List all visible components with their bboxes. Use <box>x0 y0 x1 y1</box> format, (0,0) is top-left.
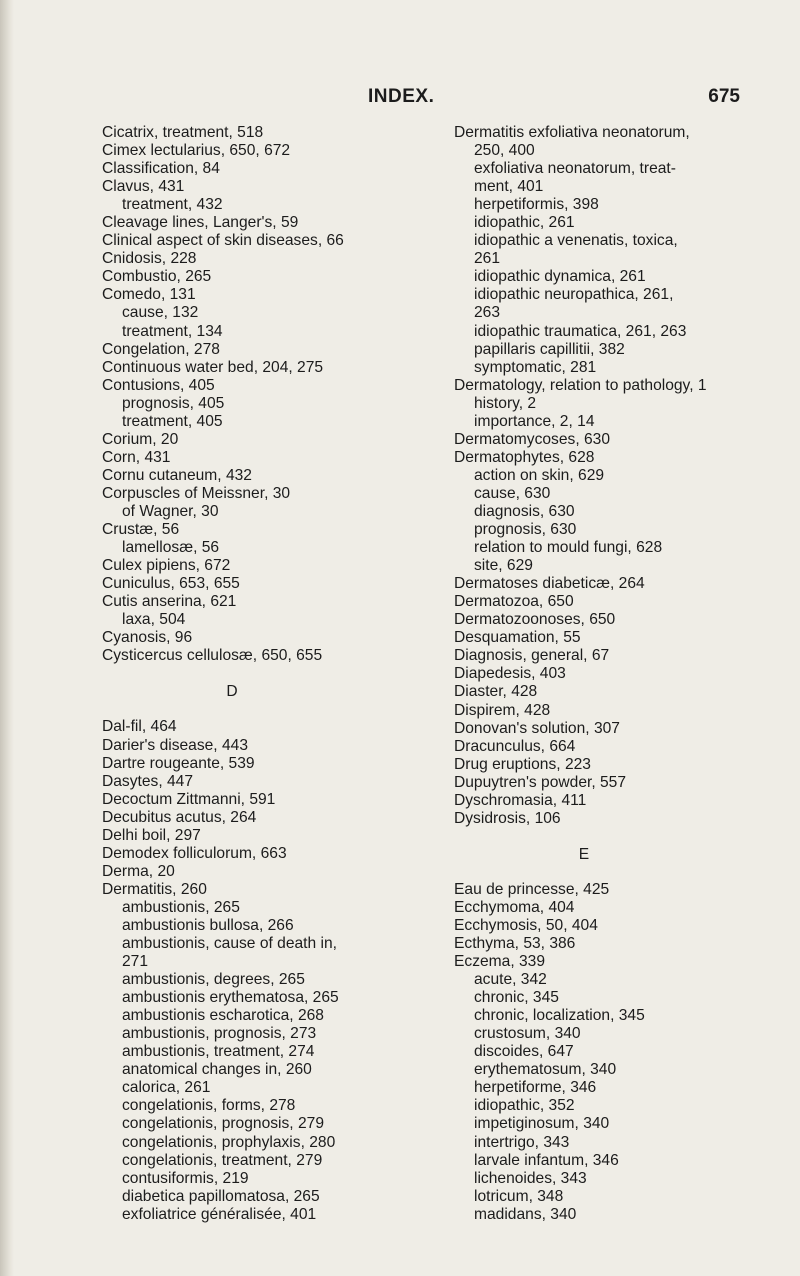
index-entry: Dracunculus, 664 <box>454 737 576 755</box>
index-entry: Eczema, 339 <box>454 953 546 971</box>
index-subentry: impetiginosum, 340 <box>474 1115 610 1133</box>
index-subentry: diagnosis, 630 <box>474 502 575 520</box>
index-subentry: prognosis, 405 <box>122 394 225 412</box>
index-entry: Drug eruptions, 223 <box>454 755 591 773</box>
page-number: 675 <box>708 86 740 107</box>
index-subentry: contusiformis, 219 <box>122 1169 249 1187</box>
index-entry: Dasytes, 447 <box>102 772 194 790</box>
index-entry: Ecchymosis, 50, 404 <box>454 916 598 934</box>
index-entry: Diaster, 428 <box>454 683 538 701</box>
index-entry: Dermatozoonoses, 650 <box>454 611 616 629</box>
index-entry: Clinical aspect of skin diseases, 66 <box>102 232 344 250</box>
index-entry: Dysidrosis, 106 <box>454 809 561 827</box>
index-entry: Darier's disease, 443 <box>102 736 248 754</box>
index-subentry: treatment, 405 <box>122 412 223 430</box>
index-entry: Classification, 84 <box>102 160 220 178</box>
index-entry: Dermatoses diabeticæ, 264 <box>454 575 645 593</box>
index-entry: Diagnosis, general, 67 <box>454 647 610 665</box>
index-entry: Dermatozoa, 650 <box>454 593 574 611</box>
index-entry: Comedo, 131 <box>102 286 196 304</box>
index-entry: Dispirem, 428 <box>454 701 551 719</box>
index-entry: Donovan's solution, 307 <box>454 719 620 737</box>
index-subentry: action on skin, 629 <box>474 466 605 484</box>
index-subentry: idiopathic dynamica, 261 <box>474 268 646 286</box>
index-subentry: treatment, 134 <box>122 322 223 340</box>
index-subentry: idiopathic a venenatis, toxica, <box>474 232 678 250</box>
index-subentry: idiopathic, 261 <box>474 214 575 232</box>
index-subentry: importance, 2, 14 <box>474 412 595 430</box>
index-entry: Cyanosis, 96 <box>102 629 193 647</box>
index-subentry: lotricum, 348 <box>474 1187 564 1205</box>
index-entry: Crustæ, 56 <box>102 521 180 539</box>
index-entry: Dartre rougeante, 539 <box>102 754 255 772</box>
index-subentry: ambustionis, cause of death in, <box>122 935 337 953</box>
index-entry: Corn, 431 <box>102 448 171 466</box>
index-entry: Dermatology, relation to pathology, 1 <box>454 376 707 394</box>
index-entry: Ecthyma, 53, 386 <box>454 935 576 953</box>
index-subentry: lamellosæ, 56 <box>122 539 220 557</box>
index-subentry: prognosis, 630 <box>474 521 577 539</box>
index-column-left <box>102 124 402 1224</box>
index-entry: Desquamation, 55 <box>454 629 581 647</box>
index-subentry: ambustionis erythematosa, 265 <box>122 989 339 1007</box>
index-entry: Dermatitis, 260 <box>102 880 207 898</box>
index-subentry: treatment, 432 <box>122 196 223 214</box>
index-entry: Cleavage lines, Langer's, 59 <box>102 214 299 232</box>
index-column-right <box>454 124 754 1224</box>
index-subentry: discoides, 647 <box>474 1043 574 1061</box>
index-subentry: herpetiforme, 346 <box>474 1079 597 1097</box>
index-subentry: exfoliativa neonatorum, treat- <box>474 160 676 178</box>
section-letter: D <box>226 683 238 701</box>
index-subentry: intertrigo, 343 <box>474 1133 570 1151</box>
page-binding-shadow <box>0 0 14 1276</box>
index-subentry: idiopathic traumatica, 261, 263 <box>474 322 687 340</box>
index-subentry: exfoliatrice généralisée, 401 <box>122 1205 317 1223</box>
index-entry: Clavus, 431 <box>102 178 185 196</box>
index-entry: Dermatitis exfoliativa neonatorum, <box>454 124 690 141</box>
index-entry: Dupuytren's powder, 557 <box>454 773 627 791</box>
index-subentry: history, 2 <box>474 394 537 412</box>
index-subentry: relation to mould fungi, 628 <box>474 539 663 557</box>
index-subentry: ambustionis, prognosis, 273 <box>122 1025 317 1043</box>
index-subentry: anatomical changes in, 260 <box>122 1061 312 1079</box>
index-entry: Cuniculus, 653, 655 <box>102 575 240 593</box>
index-subentry: papillaris capillitii, 382 <box>474 340 625 358</box>
index-entry: Dermatophytes, 628 <box>454 448 595 466</box>
index-subentry: idiopathic, 352 <box>474 1097 575 1115</box>
index-subentry: ambustionis, degrees, 265 <box>122 971 305 989</box>
index-subentry: acute, 342 <box>474 971 547 989</box>
index-entry-continuation: 261 <box>474 250 501 268</box>
index-subentry: cause, 630 <box>474 484 551 502</box>
index-subentry: chronic, 345 <box>474 989 559 1007</box>
index-subentry: ambustionis, treatment, 274 <box>122 1043 315 1061</box>
index-subentry: idiopathic neuropathica, 261, <box>474 286 674 304</box>
index-subentry: ambustionis escharotica, 268 <box>122 1007 324 1025</box>
section-letter: E <box>578 845 590 863</box>
index-entry: Contusions, 405 <box>102 376 215 394</box>
index-subentry: chronic, localization, 345 <box>474 1007 645 1025</box>
index-entry: Eau de princesse, 425 <box>454 880 610 898</box>
index-entry: Continuous water bed, 204, 275 <box>102 358 324 376</box>
index-subentry: of Wagner, 30 <box>122 502 219 520</box>
index-entry-continuation: 250, 400 <box>474 142 535 160</box>
index-entry: Derma, 20 <box>102 862 175 880</box>
page-header <box>0 86 800 116</box>
index-subentry: congelationis, forms, 278 <box>122 1097 296 1115</box>
index-subentry: symptomatic, 281 <box>474 358 597 376</box>
index-entry: Cicatrix, treatment, 518 <box>102 124 264 141</box>
index-entry: Corpuscles of Meissner, 30 <box>102 484 291 502</box>
index-entry-continuation: 263 <box>474 304 501 322</box>
index-entry: Congelation, 278 <box>102 340 220 358</box>
index-entry: Decoctum Zittmanni, 591 <box>102 790 276 808</box>
index-entry: Diapedesis, 403 <box>454 665 566 683</box>
index-entry-continuation: 271 <box>122 953 149 971</box>
index-subentry: madidans, 340 <box>474 1205 577 1223</box>
index-subentry: crustosum, 340 <box>474 1025 581 1043</box>
index-entry: Cornu cutaneum, 432 <box>102 466 252 484</box>
index-subentry: congelationis, prognosis, 279 <box>122 1115 324 1133</box>
index-subentry: congelationis, treatment, 279 <box>122 1151 323 1169</box>
index-subentry: ambustionis, 265 <box>122 898 240 916</box>
index-subentry: larvale infantum, 346 <box>474 1151 619 1169</box>
index-entry: Dermatomycoses, 630 <box>454 430 610 448</box>
index-entry: Combustio, 265 <box>102 268 212 286</box>
index-entry: Ecchymoma, 404 <box>454 898 575 916</box>
index-entry-continuation: ment, 401 <box>474 178 544 196</box>
index-subentry: herpetiformis, 398 <box>474 196 599 214</box>
index-subentry: erythematosum, 340 <box>474 1061 617 1079</box>
index-subentry: ambustionis bullosa, 266 <box>122 916 294 934</box>
index-entry: Dal-fil, 464 <box>102 718 177 736</box>
running-head: INDEX. <box>368 86 435 107</box>
index-entry: Dyschromasia, 411 <box>454 791 587 809</box>
index-subentry: calorica, 261 <box>122 1079 211 1097</box>
index-entry: Decubitus acutus, 264 <box>102 808 257 826</box>
index-subentry: site, 629 <box>474 557 533 575</box>
index-subentry: cause, 132 <box>122 304 199 322</box>
index-entry: Demodex folliculorum, 663 <box>102 844 287 862</box>
index-subentry: lichenoides, 343 <box>474 1169 587 1187</box>
index-entry: Cysticercus cellulosæ, 650, 655 <box>102 647 323 665</box>
index-entry: Cutis anserina, 621 <box>102 593 237 611</box>
index-entry: Delhi boil, 297 <box>102 826 201 844</box>
index-subentry: diabetica papillomatosa, 265 <box>122 1187 320 1205</box>
index-subentry: laxa, 504 <box>122 611 186 629</box>
index-subentry: congelationis, prophylaxis, 280 <box>122 1133 336 1151</box>
index-entry: Corium, 20 <box>102 430 179 448</box>
index-entry: Cnidosis, 228 <box>102 250 197 268</box>
index-entry: Cimex lectularius, 650, 672 <box>102 142 291 160</box>
index-entry: Culex pipiens, 672 <box>102 557 231 575</box>
